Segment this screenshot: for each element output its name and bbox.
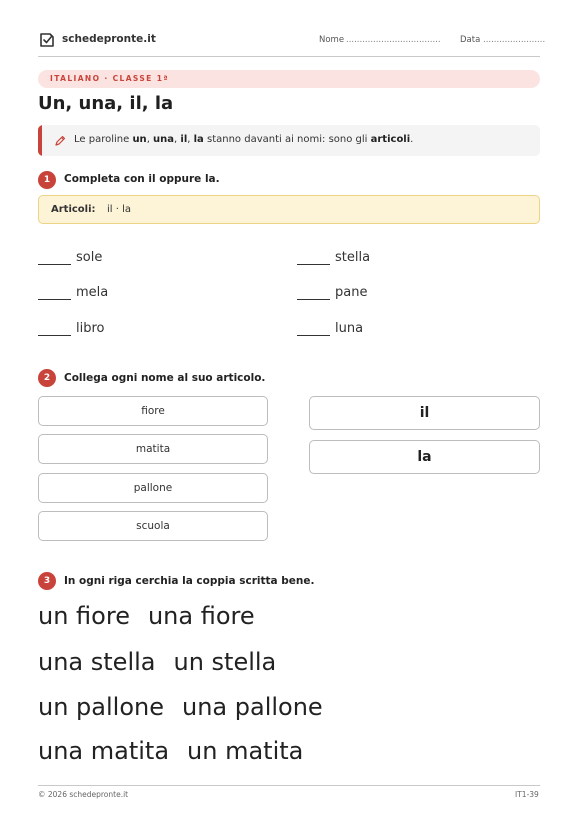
blank-line[interactable] xyxy=(38,264,71,265)
header-divider xyxy=(38,56,540,57)
noun-card[interactable]: scuola xyxy=(38,511,268,541)
name-label: Nome xyxy=(319,35,345,45)
articoli-box xyxy=(38,195,540,224)
choice-option[interactable]: una fiore xyxy=(147,602,255,630)
footer-divider xyxy=(38,785,540,786)
exercise-2-number: 2 xyxy=(38,369,56,387)
pencil-icon xyxy=(54,135,66,147)
article-card-la[interactable]: la xyxy=(309,440,540,474)
choice-row xyxy=(38,648,276,676)
fill-word: pane xyxy=(335,285,368,300)
exercise-1-title: Completa con il oppure la. xyxy=(64,173,220,185)
exercise-1-number: 1 xyxy=(38,171,56,189)
info-text: Le paroline un, una, il, la stanno davanti ai nomi: sono gli articoli. xyxy=(74,134,414,145)
choice-row xyxy=(38,693,323,721)
articoli-values: il · la xyxy=(107,204,131,215)
articoli-label: Articoli: xyxy=(51,204,96,215)
blank-line[interactable] xyxy=(38,299,71,300)
choice-option[interactable]: una matita xyxy=(38,737,170,765)
choice-row xyxy=(38,737,303,765)
blank-line[interactable] xyxy=(297,299,330,300)
date-field[interactable]: ....................... xyxy=(483,35,546,45)
exercise-3-title: In ogni riga cerchia la coppia scritta bene. xyxy=(64,575,315,587)
choice-option[interactable]: un matita xyxy=(187,737,304,765)
exercise-3-number: 3 xyxy=(38,572,56,590)
fill-word: stella xyxy=(335,250,371,265)
subject-banner xyxy=(38,70,540,88)
checked-document-icon xyxy=(38,31,56,49)
fill-word: mela xyxy=(76,285,109,300)
choice-option[interactable]: una pallone xyxy=(182,693,323,721)
fill-word: luna xyxy=(335,321,364,336)
blank-line[interactable] xyxy=(297,335,330,336)
exercise-2-title: Collega ogni nome al suo articolo. xyxy=(64,372,266,384)
subject-label: ITALIANO · CLASSE 1ª xyxy=(50,74,169,83)
choice-option[interactable]: un fiore xyxy=(38,602,130,630)
date-label: Data xyxy=(460,35,481,45)
blank-line[interactable] xyxy=(297,264,330,265)
footer-copyright: © 2026 schedepronte.it xyxy=(38,790,129,799)
choice-row xyxy=(38,602,255,630)
fill-word: sole xyxy=(76,250,103,265)
blank-line[interactable] xyxy=(38,335,71,336)
info-box xyxy=(38,125,540,156)
footer-code: IT1-39 xyxy=(515,790,539,799)
article-card-il[interactable]: il xyxy=(309,396,540,430)
noun-card[interactable]: matita xyxy=(38,434,268,464)
page-title: Un, una, il, la xyxy=(38,93,174,114)
info-accent-bar xyxy=(38,125,42,156)
choice-option[interactable]: un stella xyxy=(173,648,277,676)
fill-word: libro xyxy=(76,321,105,336)
brand-name: schedepronte.it xyxy=(62,33,156,45)
choice-option[interactable]: un pallone xyxy=(38,693,164,721)
noun-card[interactable]: pallone xyxy=(38,473,268,503)
choice-option[interactable]: una stella xyxy=(38,648,156,676)
noun-card[interactable]: fiore xyxy=(38,396,268,426)
name-field[interactable]: ................................... xyxy=(346,35,441,45)
